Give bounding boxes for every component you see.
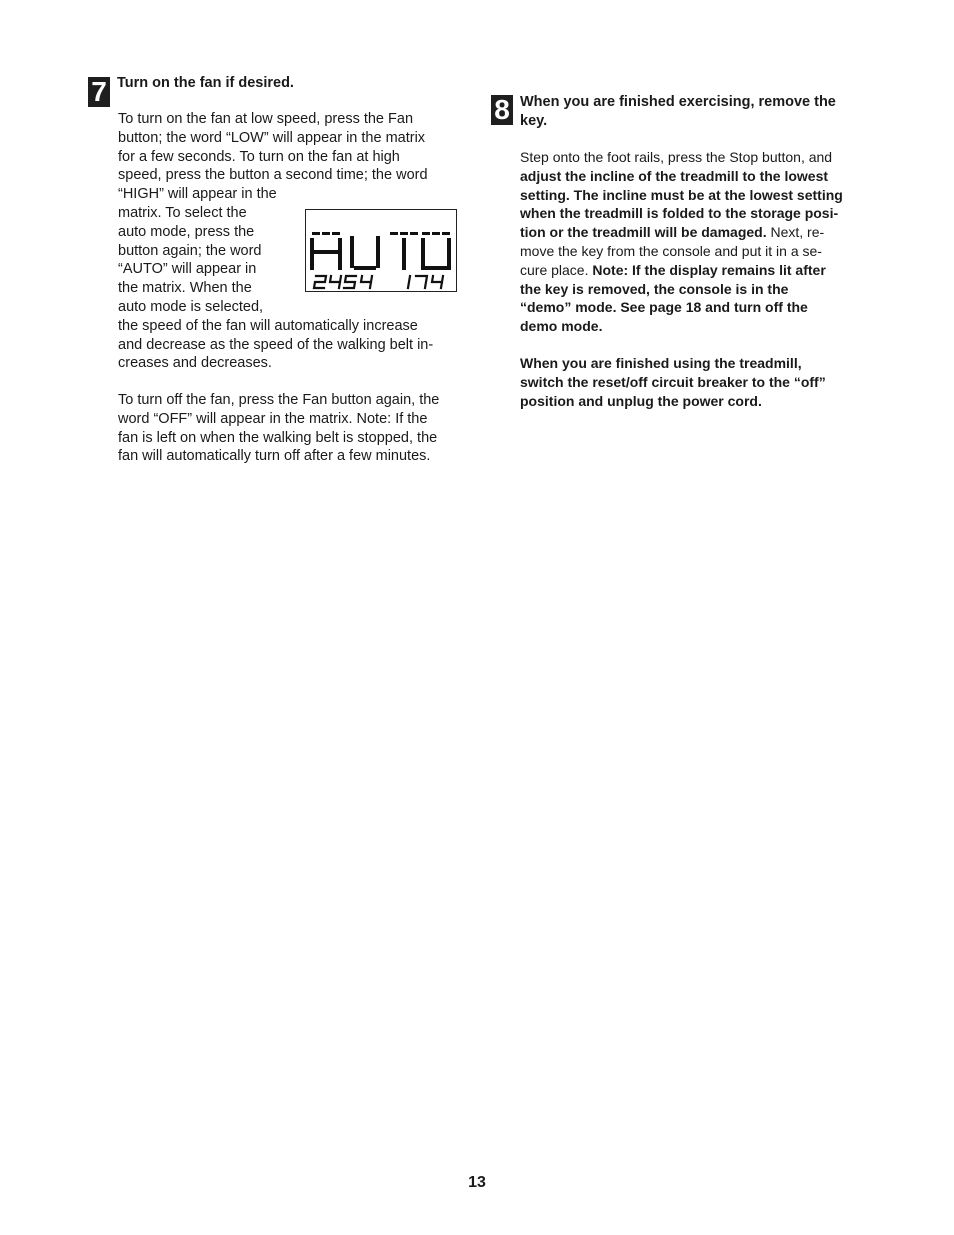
- step-7-number: 7: [88, 77, 110, 107]
- text-line: “HIGH” will appear in the: [118, 186, 277, 203]
- text-line: button again; the word: [118, 242, 262, 259]
- text-line: creases and decreases.: [118, 355, 272, 372]
- text-line: fan will automatically turn off after a few minutes.: [118, 448, 431, 465]
- text-line: auto mode is selected,: [118, 298, 264, 315]
- text-line: “demo” mode. See page 18 and turn off the: [520, 299, 808, 316]
- matrix-display-graphic: [306, 210, 456, 291]
- text-line: setting. The incline must be at the lowest setting: [520, 186, 843, 203]
- text-line: the key is removed, the console is in the: [520, 280, 789, 297]
- text-line: switch the reset/off circuit breaker to the “off”: [520, 373, 826, 390]
- text-line: position and unplug the power cord.: [520, 392, 762, 409]
- step-8-number: 8: [491, 95, 513, 125]
- text-line: the speed of the fan will automatically increase: [118, 317, 418, 334]
- text-line: adjust the incline of the treadmill to the lowest: [520, 167, 829, 184]
- heading-line: When you are finished exercising, remove the: [520, 94, 836, 110]
- step-8-paragraph-2: [520, 354, 826, 410]
- text-line: To turn off the fan, press the Fan button again, the: [118, 392, 440, 408]
- text-line: When you are finished using the treadmill,: [520, 355, 802, 371]
- step-8-heading: [520, 93, 836, 131]
- text-line: button; the word “LOW” will appear in the matrix: [118, 129, 426, 146]
- text-line: for a few seconds. To turn on the fan at high: [118, 148, 400, 165]
- step-7-paragraph-2: [118, 391, 439, 466]
- page-number: 13: [468, 1174, 486, 1191]
- text-line: tion or the treadmill will be damaged. Next, re-: [520, 224, 825, 241]
- text-line: Step onto the foot rails, press the Stop button, and: [520, 149, 833, 165]
- text-line: fan is left on when the walking belt is stopped, the: [118, 429, 438, 446]
- step-8-paragraph-1: [520, 148, 843, 336]
- text-line: demo mode.: [520, 318, 603, 335]
- text-line: word “OFF” will appear in the matrix. Note: If the: [118, 410, 428, 427]
- heading-line: key.: [520, 113, 548, 129]
- text-line: speed, press the button a second time; the word: [118, 167, 428, 184]
- console-display-figure: [305, 209, 457, 292]
- text-line: move the key from the console and put it in a se-: [520, 242, 822, 259]
- text-line: auto mode, press the: [118, 223, 255, 240]
- text-line: and decrease as the speed of the walking belt in-: [118, 336, 434, 353]
- text-line: “AUTO” will appear in: [118, 261, 257, 278]
- text-line: the matrix. When the: [118, 280, 252, 297]
- text-line: To turn on the fan at low speed, press the Fan: [118, 111, 414, 127]
- step-7-heading: Turn on the fan if desired.: [117, 75, 294, 91]
- text-line: when the treadmill is folded to the storage posi-: [520, 205, 839, 222]
- text-line: matrix. To select the: [118, 204, 247, 221]
- text-line: cure place. Note: If the display remains lit after: [520, 261, 826, 278]
